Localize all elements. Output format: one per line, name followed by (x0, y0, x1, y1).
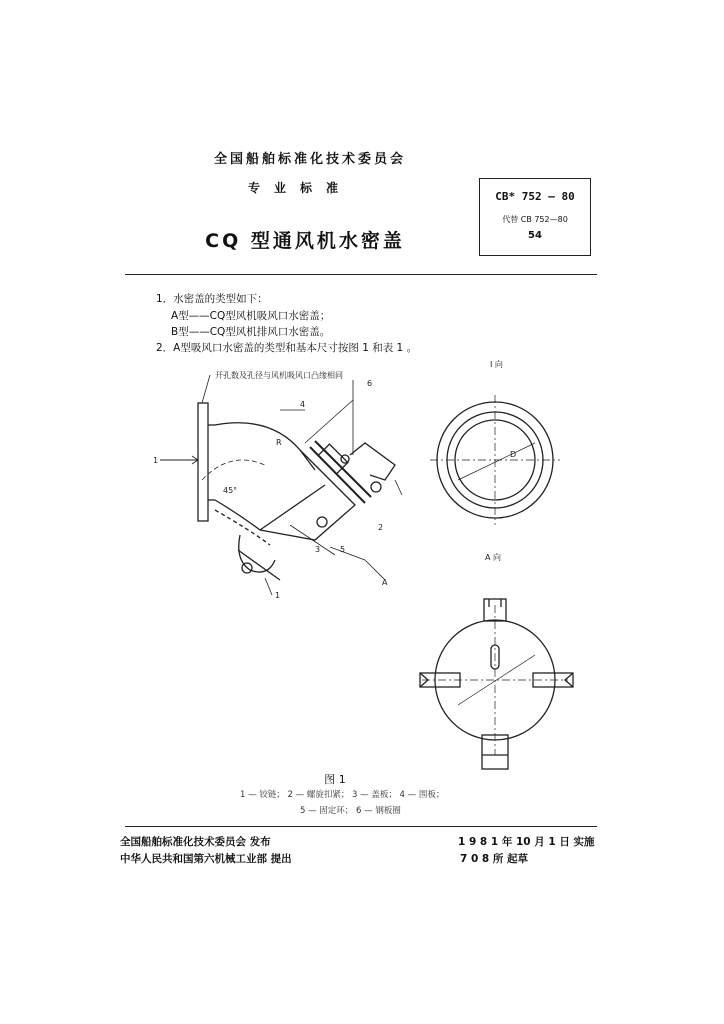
proposing-body: 中华人民共和国第六机械工业部 提出 (120, 853, 292, 865)
replaces-standard: 代替 CB 752—80 (502, 215, 568, 224)
standard-number-box (479, 178, 591, 256)
footer-divider (125, 826, 597, 827)
flange-plate (198, 403, 208, 521)
callout-2: 2 (378, 523, 384, 532)
figure-1-drawing (140, 355, 610, 775)
callout-45deg: 45° (223, 486, 238, 495)
callout-d: D (510, 450, 517, 459)
callout-5: 5 (340, 545, 346, 554)
callout-1-bottom: 1 (275, 591, 281, 600)
issuing-organization: 全国船舶标准化技术委员会 (213, 152, 406, 167)
view-i-ring (430, 395, 560, 525)
clause-1: 1．水密盖的类型如下： (156, 293, 268, 305)
callout-1-left: 1 (153, 456, 159, 465)
clause-2: 2．A型吸风口水密盖的类型和基本尺寸按图 1 和表 1 。 (156, 342, 418, 354)
standard-type: 专业标准 (247, 181, 352, 195)
header-divider (125, 274, 597, 275)
view-a-label: A 向 (485, 553, 502, 562)
callout-r: R (276, 438, 282, 447)
view-a-cover (420, 599, 573, 769)
screw-clamp (350, 443, 395, 480)
callout-3: 3 (315, 545, 321, 554)
callout-annotation: 开孔数及孔径与风机吸风口凸缘相同 (215, 371, 343, 380)
callout-4: 4 (300, 400, 306, 409)
page-number: 54 (528, 230, 542, 241)
issuing-body: 全国船舶标准化技术委员会 发布 (120, 836, 271, 848)
standard-number: CB* 752 — 80 (495, 190, 575, 203)
figure-legend-line-1: 1 — 铰链； 2 — 螺旋扣紧； 3 — 盖板； 4 — 围板； (240, 790, 445, 800)
duct-outer-wall (215, 423, 315, 470)
drafting-unit: 7 0 8 所 起草 (460, 853, 529, 865)
clause-1-type-a: A型——CQ型风机吸风口水密盖； (171, 310, 331, 322)
clause-1-type-b: B型——CQ型风机排风口水密盖。 (171, 326, 331, 338)
effective-date: 1 9 8 1 年 10 月 1 日 实施 (458, 836, 595, 848)
figure-caption: 图 1 (324, 773, 346, 786)
callout-6: 6 (367, 379, 373, 388)
figure-legend-line-2: 5 — 固定环； 6 — 钢板圈 (300, 806, 401, 816)
document-title: CQ 型通风机水密盖 (205, 230, 405, 252)
hinge (239, 535, 275, 572)
callout-a-arrow: A (382, 578, 388, 587)
view-i-label: I 向 (490, 360, 503, 369)
